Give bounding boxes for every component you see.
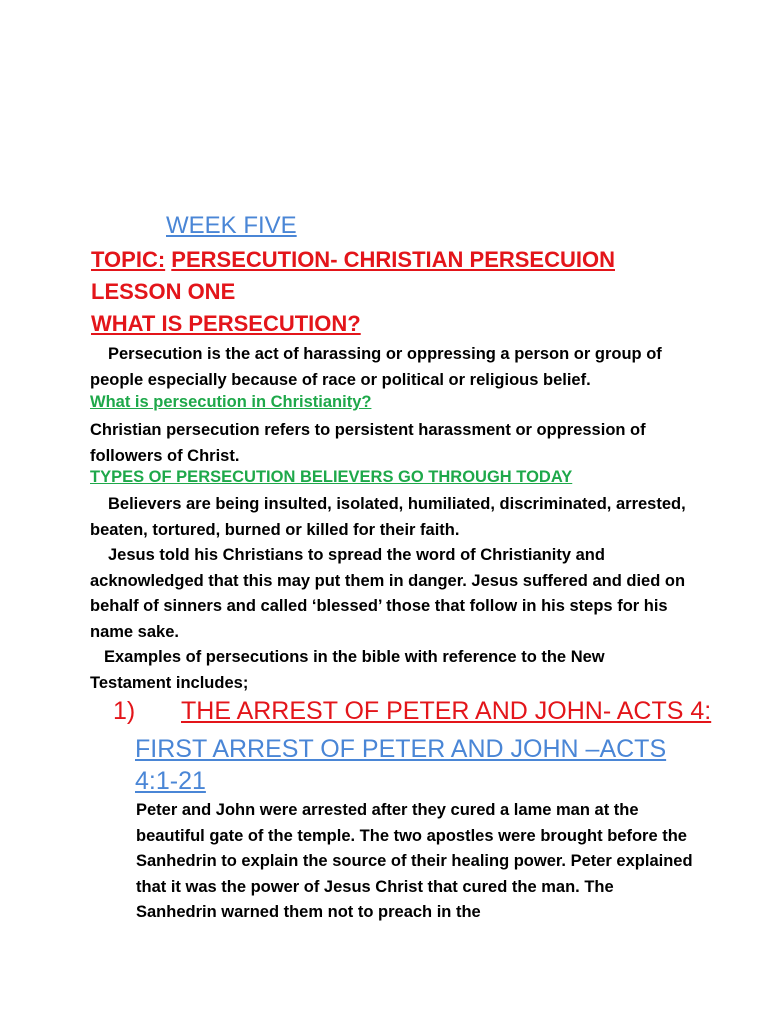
first-arrest-paragraph: Peter and John were arrested after they cured a lame man at the beautiful gate of the temple. The two apostles were brought before the Sanhedrin to explain the source of their healing power. Peter explained that it was the power of Jesus Christ that cured the man. The Sanhedrin warned them not to preach in the bbox=[136, 801, 693, 921]
week-heading: WEEK FIVE bbox=[166, 212, 297, 239]
question-heading: WHAT IS PERSECUTION? bbox=[91, 311, 361, 336]
list-number: 1) bbox=[113, 697, 136, 725]
types-paragraph: Believers are being insulted, isolated, humiliated, discriminated, arrested, beaten, tortured, burned or killed for their faith. bbox=[90, 495, 686, 539]
christian-persecution-heading: What is persecution in Christianity? bbox=[90, 393, 372, 411]
topic-line bbox=[91, 247, 615, 273]
first-arrest-heading: FIRST ARREST OF PETER AND JOHN –ACTS 4:1-21 bbox=[135, 735, 667, 795]
lesson-heading: LESSON ONE bbox=[91, 279, 236, 304]
definition-paragraph: Persecution is the act of harassing or oppressing a person or group of people especially because of race or political or religious belief. bbox=[90, 345, 662, 389]
jesus-paragraph: Jesus told his Christians to spread the word of Christianity and acknowledged that this may put them in danger. Jesus suffered and died on behalf of sinners and called ‘blessed’ those that follow in his steps for his name sake. bbox=[90, 546, 686, 641]
topic-label: TOPIC: bbox=[91, 247, 166, 272]
topic-title: PERSECUTION- CHRISTIAN PERSECUION bbox=[171, 247, 615, 272]
arrest-heading: THE ARREST OF PETER AND JOHN- ACTS 4: bbox=[181, 697, 712, 725]
types-heading: TYPES OF PERSECUTION BELIEVERS GO THROUGH TODAY bbox=[90, 468, 573, 486]
examples-paragraph: Examples of persecutions in the bible with reference to the New Testament includes; bbox=[90, 648, 605, 692]
christian-persecution-paragraph: Christian persecution refers to persistent harassment or oppression of followers of Christ. bbox=[90, 421, 646, 465]
